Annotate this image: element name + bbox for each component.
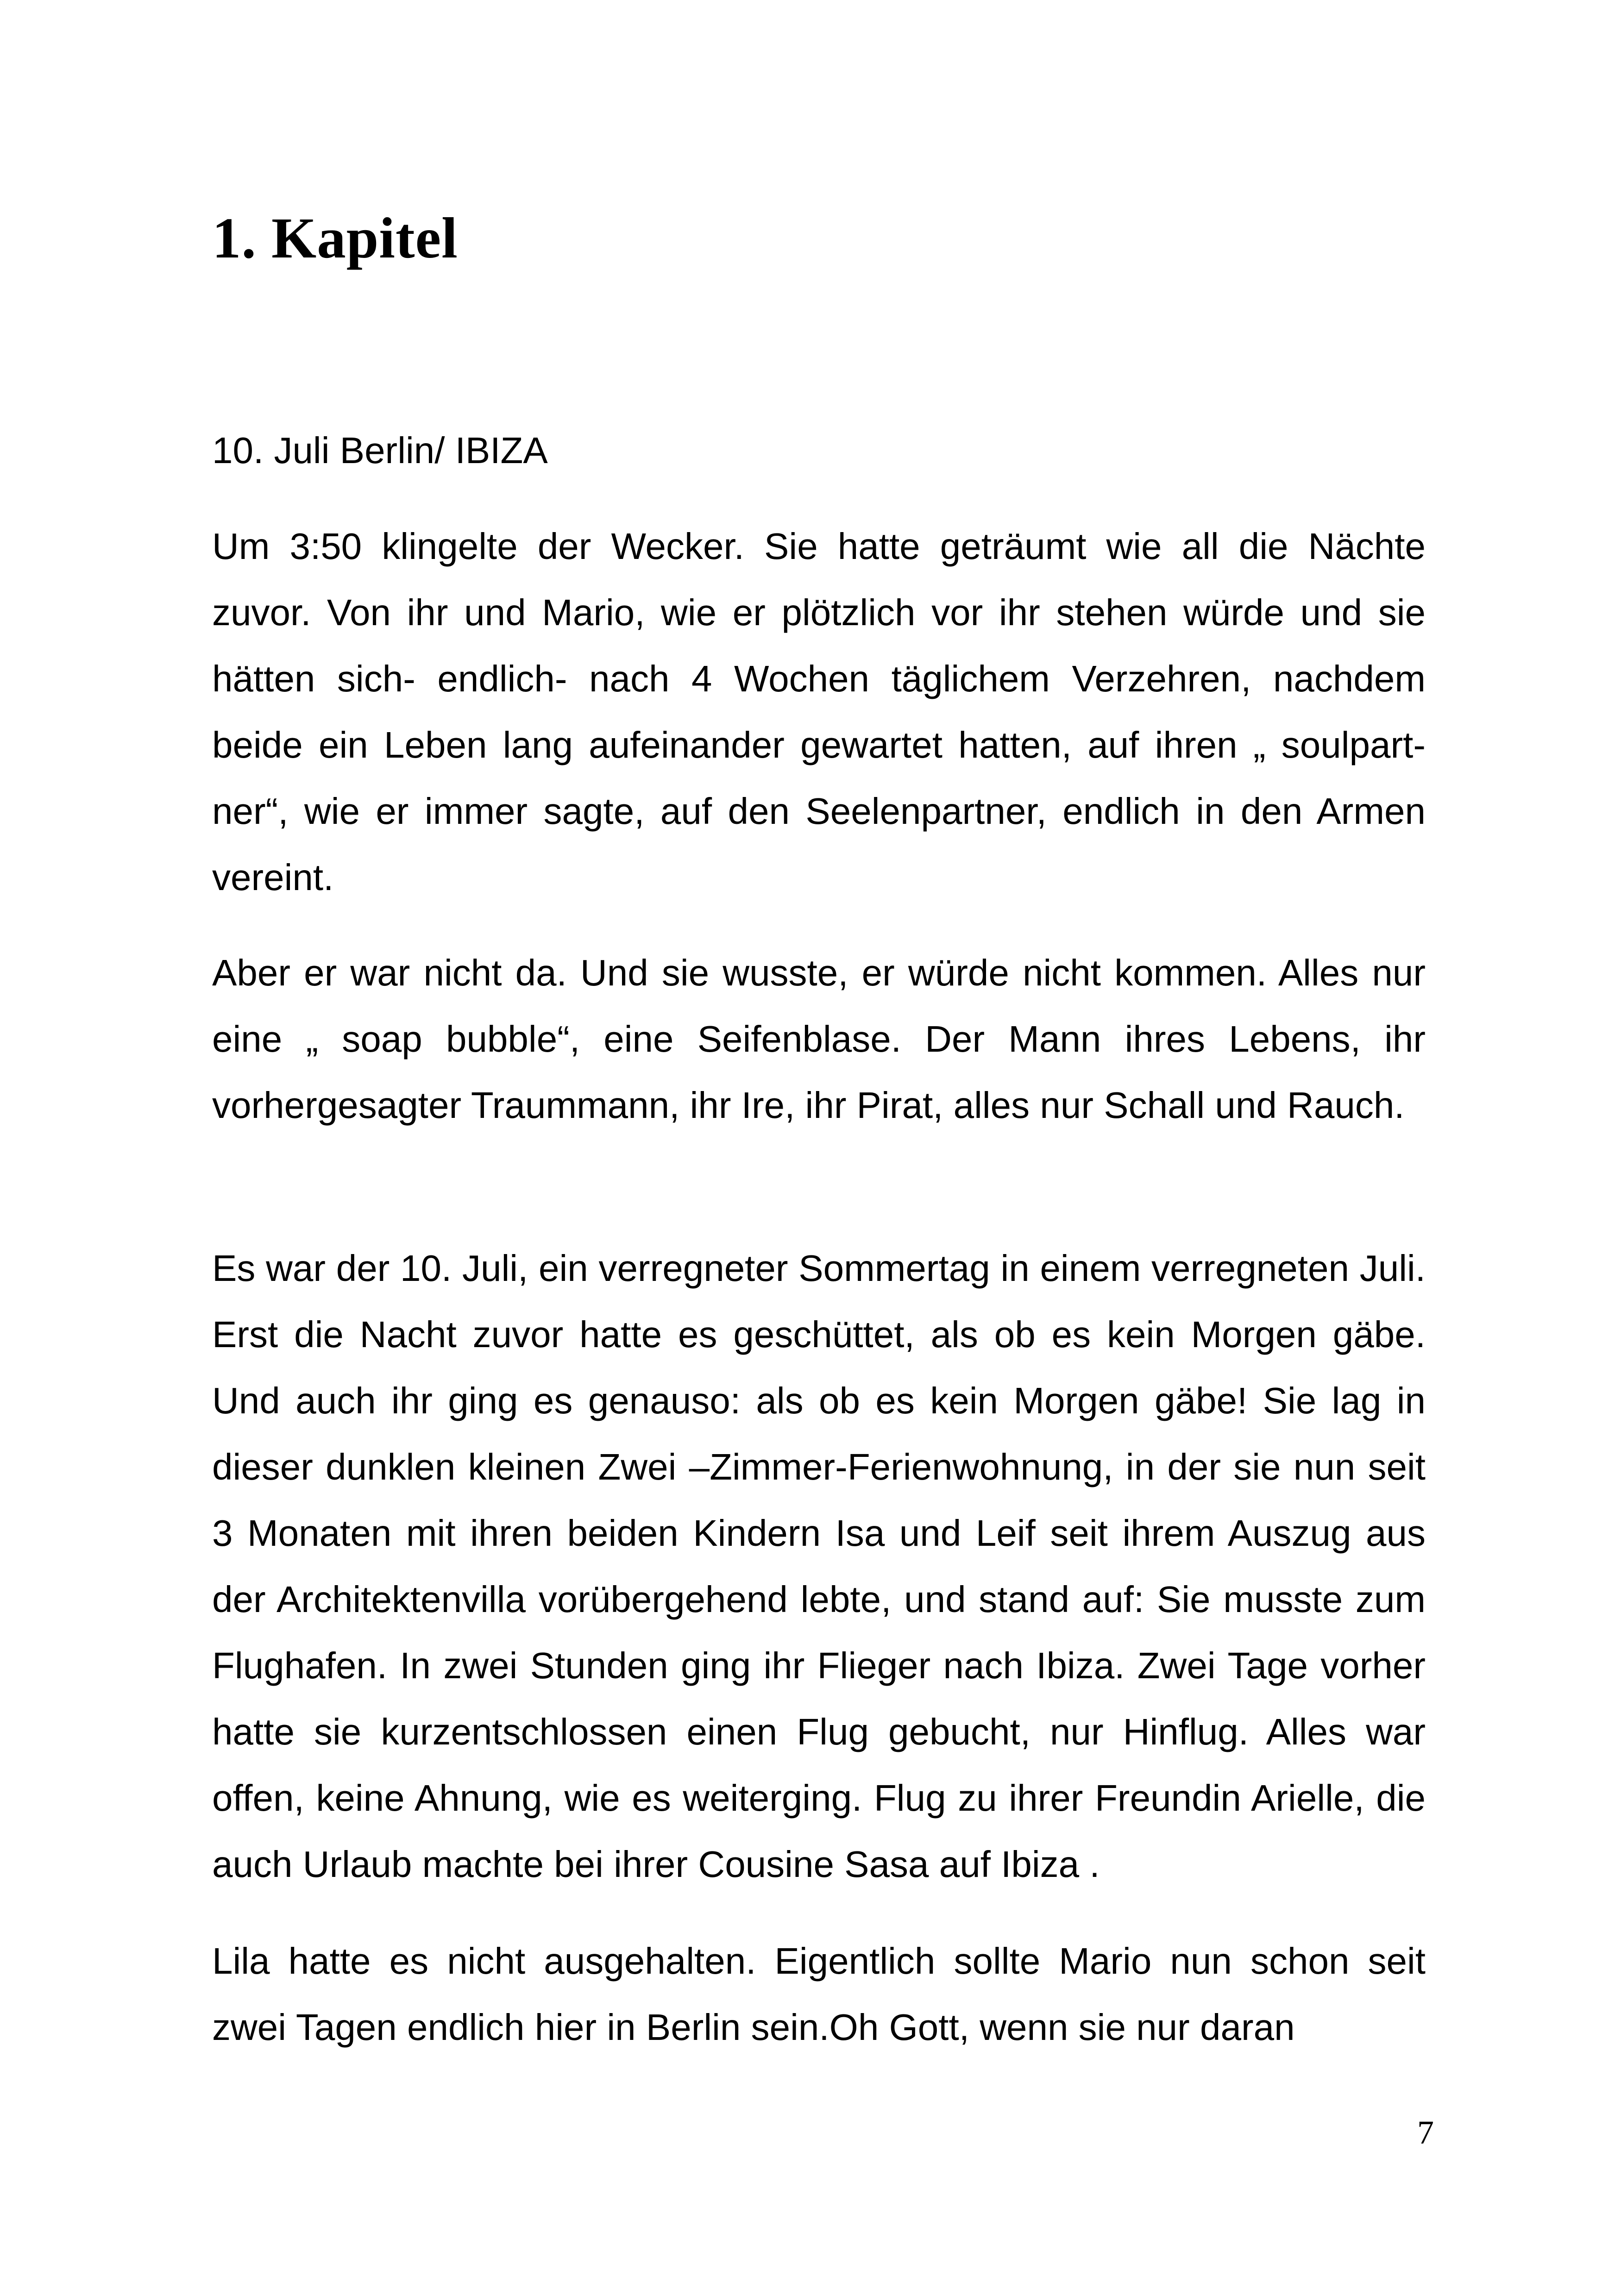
section-heading: 10. Juli Berlin/ IBIZA	[212, 430, 548, 471]
paragraph-3: Es war der 10. Juli, ein verregneter Sommertag in einem verregneten Juli. Erst die Nacht zuvor hatte es geschüttet, als ob es kein Morgen gäbe. Und auch ihr ging es genauso: als ob es kein Morgen gäbe! Sie lag in dieser dunklen kleinen Zwei –Zimmer-Ferienwohnung, in der sie nun seit 3 Monaten mit ihren beiden Kindern Isa und Leif seit ihrem Auszug aus der Architektenvilla vorübergehend lebte, und stand auf: Sie musste zum Flughafen. In zwei Stunden ging ihr Flieger nach Ibiza. Zwei Tage vorher hatte sie kurzentschlossen einen Flug gebucht, nur Hinflug. Alles war offen, keine Ahnung, wie es weiterging. Flug zu ihrer Freundin Arielle, die auch Urlaub machte bei ihrer Cousine Sasa auf Ibiza .	[212, 1248, 1426, 1885]
paragraph-4: Lila hatte es nicht ausgehalten. Eigentlich sollte Mario nun schon seit zwei Tagen endlich hier in Berlin sein.Oh Gott, wenn sie nur daran	[212, 1940, 1426, 2048]
chapter-title: 1. Kapitel	[212, 207, 458, 270]
page-number: 7	[1417, 2114, 1434, 2151]
paragraph-1: Um 3:50 klingelte der Wecker. Sie hatte geträumt wie all die Nächte zuvor. Von ihr und Mario, wie er plötzlich vor ihr stehen würde und sie hätten sich- endlich- nach 4 Wochen täglichem Verzehren, nachdem beide ein Leben lang aufeinander gewartet hatten, auf ihren „ soulpart-ner“, wie er immer sagte, auf den Seelenpartner, endlich in den Armen vereint.	[212, 526, 1426, 898]
paragraph-2: Aber er war nicht da. Und sie wusste, er würde nicht kommen. Alles nur eine „ soap bubble“, eine Seifenblase. Der Mann ihres Lebens, ihr vorhergesagter Traummann, ihr Ire, ihr Pirat, alles nur Schall und Rauch.	[212, 952, 1426, 1126]
